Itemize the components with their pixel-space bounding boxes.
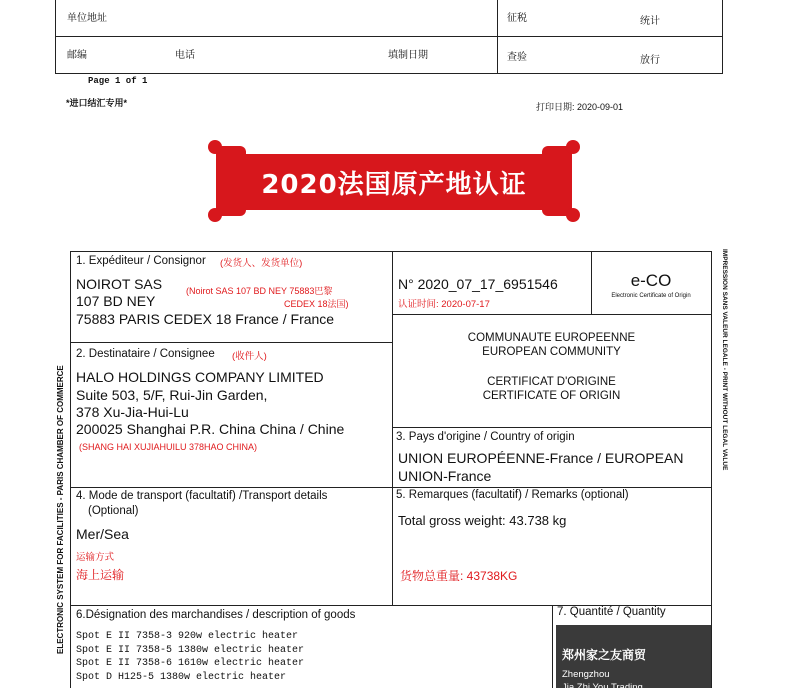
consignor-annotation-1: (Noirot SAS 107 BD NEY 75883巴黎	[186, 286, 333, 296]
stamp-title: 郑州家之友商贸	[562, 648, 647, 662]
consignor-line3: 75883 PARIS CEDEX 18 France / France	[76, 311, 335, 327]
fill-date-label: 填制日期	[388, 50, 428, 61]
stamp-city: Zhengzhou	[562, 669, 610, 680]
page-indicator: Page 1 of 1	[88, 76, 148, 86]
phone-label: 电话	[175, 50, 195, 61]
goods-item: Spot E II 7358-3 920w electric heater	[76, 631, 299, 642]
origin-line1: UNION EUROPÉENNE-France / EUROPEAN	[398, 450, 684, 466]
community-line4: CERTIFICATE OF ORIGIN	[482, 390, 621, 402]
quantity-label: 7. Quantité / Quantity	[557, 606, 666, 618]
unit-address-label: 单位地址	[67, 13, 107, 24]
remarks-value: Total gross weight: 43.738 kg	[398, 513, 567, 528]
banner-title: 2020法国原产地认证	[232, 154, 556, 210]
consignor-line1: NOIROT SAS	[76, 276, 163, 292]
consignor-note: (发货人、发货单位)	[220, 258, 303, 269]
import-note: *进口结汇专用*	[66, 98, 128, 108]
community-line1: COMMUNAUTE EUROPEENNE	[467, 332, 636, 344]
goods-item: Spot E II 7358-5 1380w electric heater	[76, 644, 305, 656]
community-line3: CERTIFICAT D'ORIGINE	[487, 376, 616, 388]
consignee-line2: Suite 503, 5/F, Rui-Jin Garden,	[76, 387, 268, 403]
side-text-left: ELECTRONIC SYSTEM FOR FACILITIES - PARIS CHAMBER OF COMMERCE	[56, 365, 65, 654]
print-date: 打印日期: 2020-09-01	[536, 102, 624, 112]
consignee-annotation: (SHANG HAI XUJIAHUILU 378HAO CHINA)	[79, 442, 258, 452]
transport-annotation-value: 海上运输	[76, 568, 125, 582]
stamp-more: Jia Zhi You Trading	[562, 682, 643, 693]
consignee-note: (收件人)	[232, 351, 267, 362]
eco-title: e-CO	[630, 271, 672, 290]
remarks-label: 5. Remarques (facultatif) / Remarks (optional)	[396, 489, 629, 501]
scroll-tip	[566, 140, 580, 154]
goods-item: Spot E II 7358-6 1610w electric heater	[76, 658, 305, 669]
company-stamp	[556, 625, 711, 693]
postcode-label: 邮编	[67, 50, 87, 61]
consignee-label: 2. Destinataire / Consignee	[76, 348, 215, 360]
goods-list	[76, 630, 304, 684]
consignee-line4: 200025 Shanghai P.R. China China / Chine	[76, 421, 345, 437]
community-line2: EUROPEAN COMMUNITY	[482, 346, 621, 358]
origin-label: 3. Pays d'origine / Country of origin	[396, 431, 575, 443]
release-label: 放行	[640, 55, 660, 66]
transport-value: Mer/Sea	[76, 526, 129, 542]
title-banner	[208, 140, 580, 222]
remarks-annotation: 货物总重量: 43738KG	[400, 569, 518, 583]
consignee-line1: HALO HOLDINGS COMPANY LIMITED	[76, 369, 324, 385]
side-text-right: IMPRESSION SANS VALEUR LEGALE - PRINT WITHOUT LEGAL VALUE	[721, 249, 728, 471]
scroll-tip	[208, 208, 222, 222]
goods-label: 6.Désignation des marchandises / description of goods	[76, 609, 356, 621]
scroll-tip	[208, 140, 222, 154]
consignor-annotation-2: CEDEX 18法国)	[284, 299, 349, 309]
inspection-label: 查验	[507, 52, 527, 63]
consignee-line3: 378 Xu-Jia-Hui-Lu	[76, 404, 189, 420]
consignor-line2: 107 BD NEY	[76, 293, 156, 309]
origin-line2: UNION-France	[398, 468, 492, 484]
statistics-label: 统计	[640, 16, 660, 27]
eco-subtitle: Electronic Certificate of Origin	[611, 293, 691, 299]
consignor-label: 1. Expéditeur / Consignor	[76, 255, 206, 267]
goods-item: Spot D H125-5 1380w electric heater	[76, 671, 287, 683]
transport-label: 4. Mode de transport (facultatif) /Transport details	[76, 490, 328, 502]
community-block	[392, 331, 711, 403]
transport-optional: (Optional)	[88, 505, 139, 517]
scroll-tip	[566, 208, 580, 222]
levy-label: 征税	[507, 13, 527, 24]
transport-annotation-label: 运输方式	[76, 552, 115, 563]
certificate-issue-date: 认证时间: 2020-07-17	[398, 299, 490, 310]
certificate-number: N° 2020_07_17_6951546	[398, 276, 558, 292]
